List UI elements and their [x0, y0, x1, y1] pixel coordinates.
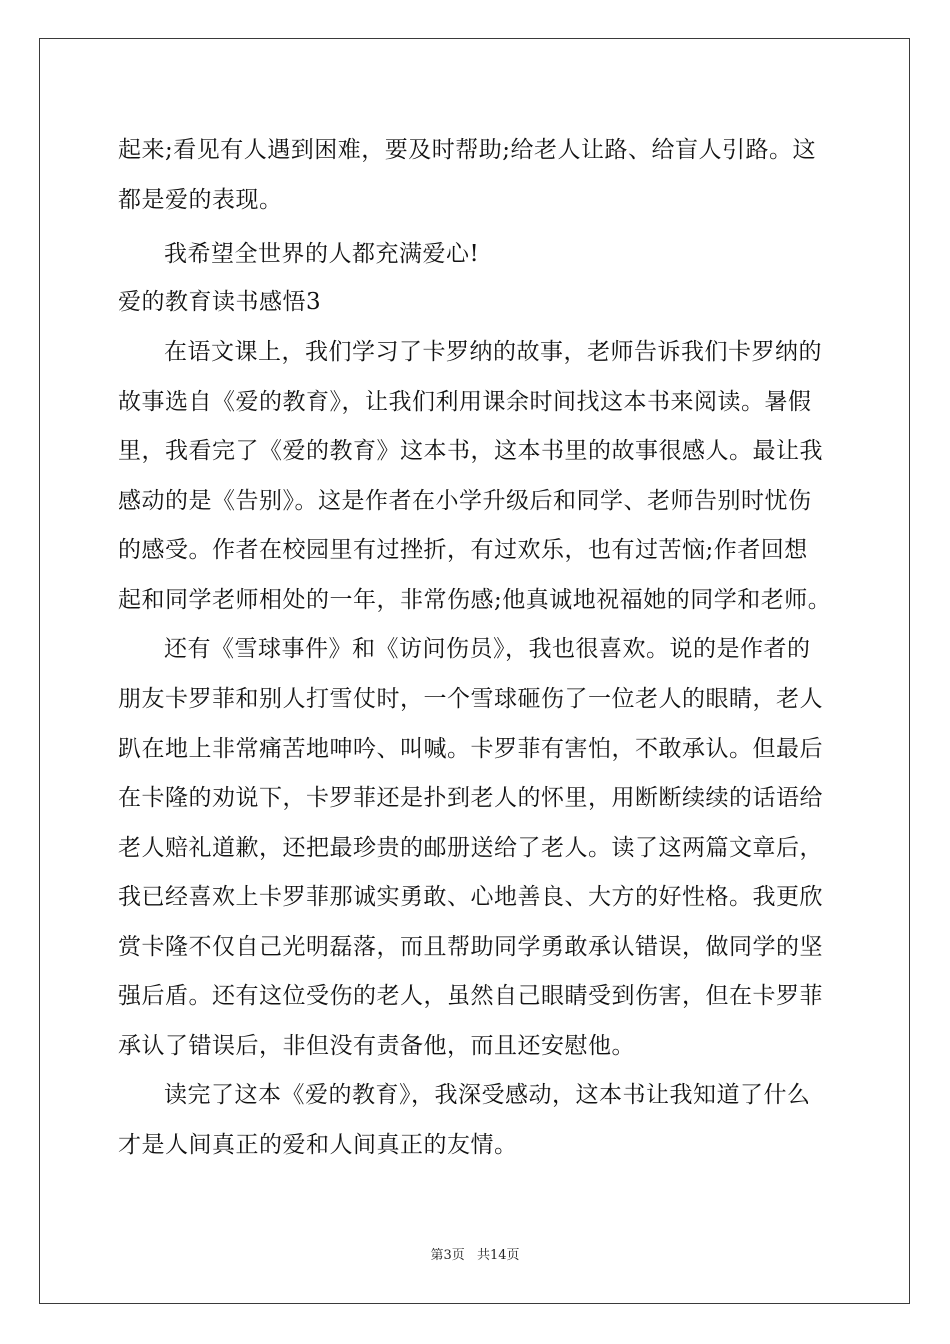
- body-line-5: 在语文课上，我们学习了卡罗纳的故事，老师告诉我们卡罗纳的: [164, 339, 822, 365]
- body-line-1: 起来;看见有人遇到困难，要及时帮助;给老人让路、给盲人引路。这: [118, 137, 816, 163]
- body-line-13: 趴在地上非常痛苦地呻吟、叫喊。卡罗菲有害怕，不敢承认。但最后: [118, 736, 823, 762]
- body-line-18: 强后盾。还有这位受伤的老人，虽然自己眼睛受到伤害，但在卡罗菲: [118, 983, 823, 1009]
- body-line-3: 我希望全世界的人都充满爱心!: [164, 241, 480, 267]
- page-number: 第3页: [430, 1248, 465, 1263]
- body-line-16: 我已经喜欢上卡罗菲那诚实勇敢、心地善良、大方的好性格。我更欣: [118, 884, 823, 910]
- body-line-8: 感动的是《告别》。这是作者在小学升级后和同学、老师告别时忧伤: [118, 488, 812, 514]
- body-line-14: 在卡隆的劝说下，卡罗菲还是扑到老人的怀里，用断断续续的话语给: [118, 785, 823, 811]
- body-line-6: 故事选自《爱的教育》，让我们利用课余时间找这本书来阅读。暑假: [118, 389, 812, 415]
- body-line-2: 都是爱的表现。: [118, 187, 283, 213]
- body-line-15: 老人赔礼道歉，还把最珍贵的邮册送给了老人。读了这两篇文章后，: [118, 835, 823, 861]
- body-line-11: 还有《雪球事件》和《访问伤员》，我也很喜欢。说的是作者的: [164, 636, 811, 662]
- body-line-21: 才是人间真正的爱和人间真正的友情。: [118, 1132, 518, 1158]
- section-heading: 爱的教育读书感悟3: [118, 289, 322, 315]
- body-line-20: 读完了这本《爱的教育》，我深受感动，这本书让我知道了什么: [164, 1082, 811, 1108]
- body-line-9: 的感受。作者在校园里有过挫折，有过欢乐，也有过苦恼;作者回想: [118, 537, 808, 563]
- page-footer: [0, 1248, 950, 1264]
- body-line-12: 朋友卡罗菲和别人打雪仗时，一个雪球砸伤了一位老人的眼睛，老人: [118, 686, 823, 712]
- page-total: 共14页: [476, 1248, 520, 1263]
- page-border: [39, 38, 910, 1304]
- body-line-7: 里，我看完了《爱的教育》这本书，这本书里的故事很感人。最让我: [118, 438, 823, 464]
- body-line-19: 承认了错误后，非但没有责备他，而且还安慰他。: [118, 1033, 635, 1059]
- body-line-17: 赏卡隆不仅自己光明磊落，而且帮助同学勇敢承认错误，做同学的坚: [118, 934, 823, 960]
- body-line-10: 起和同学老师相处的一年，非常伤感;他真诚地祝福她的同学和老师。: [118, 587, 832, 613]
